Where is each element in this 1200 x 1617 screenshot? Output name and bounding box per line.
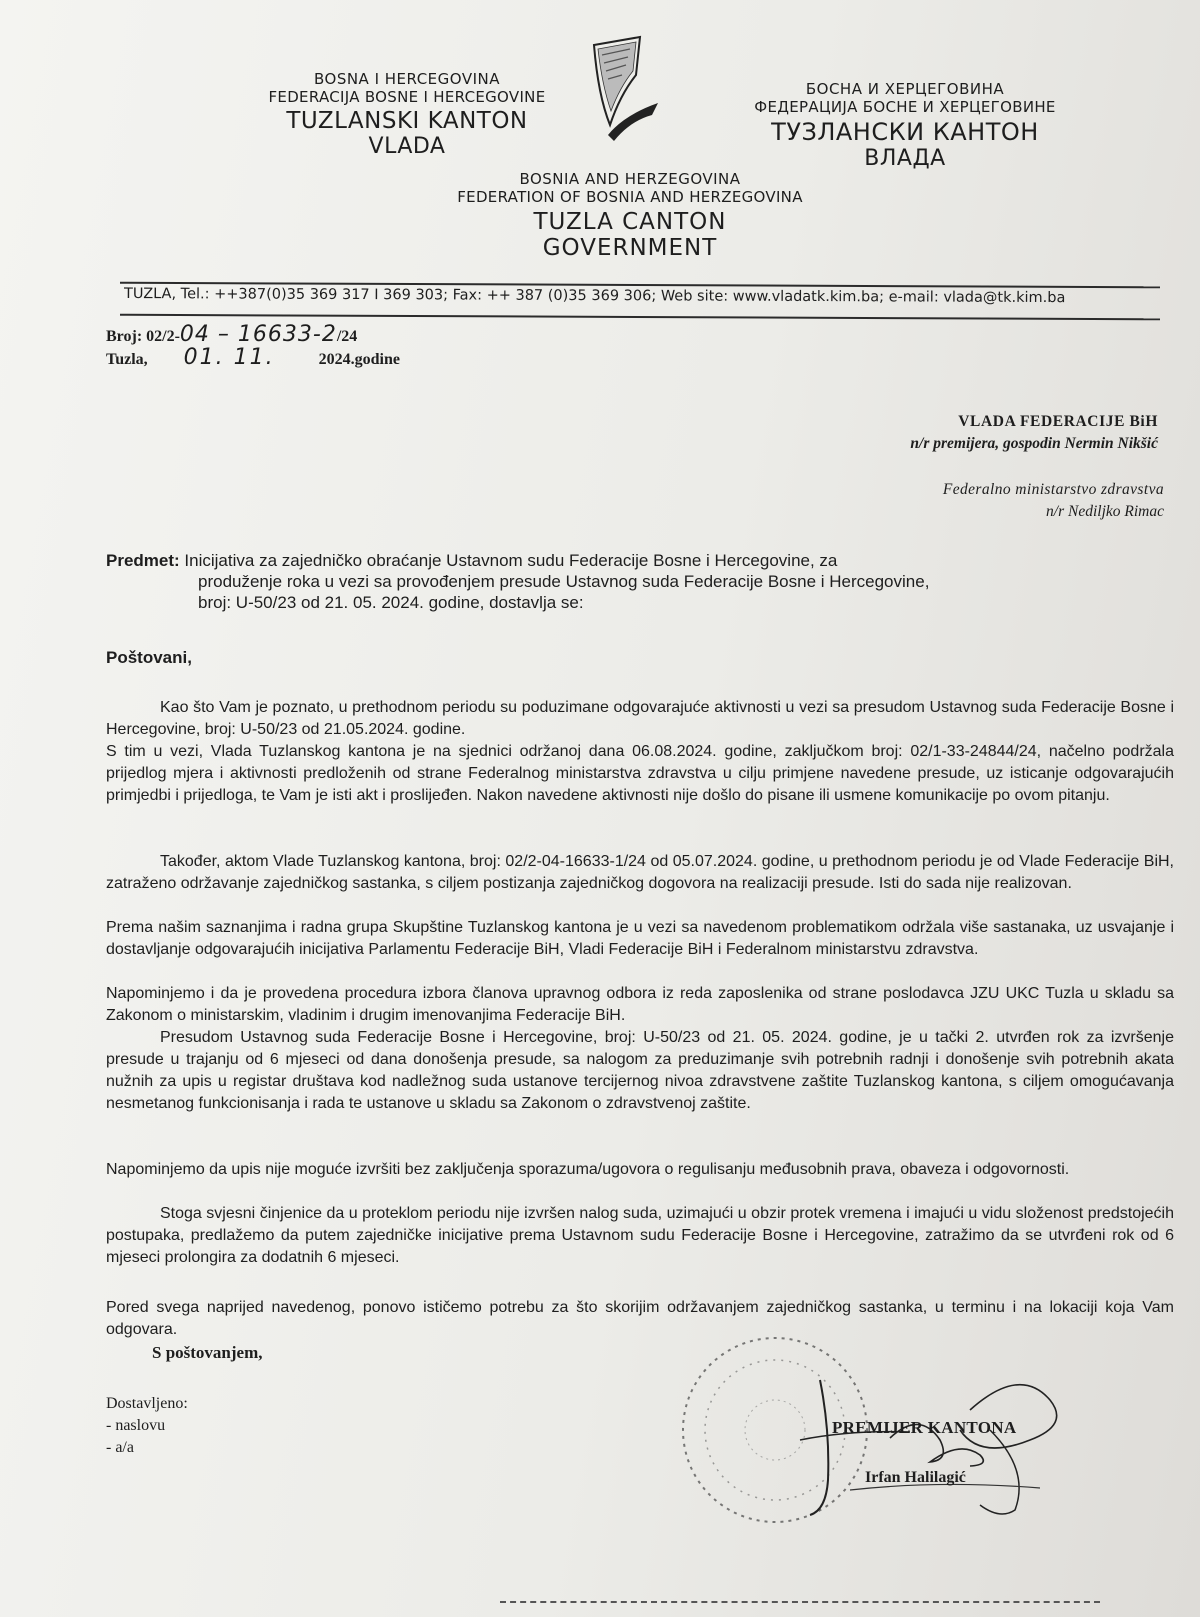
delivered-list <box>106 1393 188 1459</box>
paragraph-5: Napominjemo i da je provedena procedura izbora članova upravnog odbora iz reda zaposlenika od strane poslodavca JZU UKC Tuzla u skladu sa Zakonom o ministarskim, vladinim i drugim imenovanjima Federacije BiH. <box>106 985 1174 1024</box>
recipient-1 <box>910 413 1158 453</box>
reference-year: 2024.godine <box>318 351 400 368</box>
letterhead-left <box>262 70 552 159</box>
letterhead-right <box>740 80 1070 171</box>
recipient-1-line2: n/r premijera, gospodin Nermin Nikšić <box>910 435 1158 452</box>
letterhead-center-line1: BOSNIA AND HERZEGOVINA <box>519 170 741 188</box>
subject-line1: Inicijativa za zajedničko obraćanje Ustavnom sudu Federacije Bosne i Hercegovine, za <box>184 551 838 570</box>
paragraph-1: Kao što Vam je poznato, u prethodnom periodu su poduzimane odgovarajuće aktivnosti u vezi sa presudom Ustavnog suda Federacije Bosne i Hercegovine, broj: U-50/23 od 21.05.2024. godine. <box>106 699 1174 738</box>
contact-line: TUZLA, Tel.: ++387(0)35 369 317 I 369 303; Fax: ++ 387 (0)35 369 306; Web site: www.vladatk.kim.ba; e-mail: vlada@tk.kim.ba <box>123 286 1066 307</box>
delivered-item-1: - naslovu <box>106 1417 166 1434</box>
paragraph-9: Pored svega naprijed navedenog, ponovo ističemo potrebu za što skorijim održavanjem zajedničkog sastanka, u terminu i na lokaciji koja Vam odgovara. <box>106 1299 1174 1338</box>
greeting: Poštovani, <box>106 648 192 667</box>
letterhead-center <box>430 170 830 261</box>
reference-date <box>106 345 400 370</box>
recipient-2 <box>943 481 1164 521</box>
signatory-title: PREMIJER KANTONA <box>832 1418 1017 1437</box>
delivered-item-2: - a/a <box>106 1439 134 1456</box>
letterhead-center-line2: FEDERATION OF BOSNIA AND HERZEGOVINA <box>457 188 803 206</box>
paragraph-4: Prema našim saznanjima i radna grupa Skupštine Tuzlanskog kantona je u vezi sa navedenom problematikom održala više sastanaka, uz usvajanje i dostavljanje odgovarajućih inicijativa Parlamentu Federacije BiH, Vladi Federacije BiH i Federalnom ministarstvu zdravstva. <box>106 919 1174 958</box>
letterhead-left-line2: FEDERACIJA BOSNE I HERCEGOVINE <box>268 88 546 106</box>
reference-number-handwritten: 04 – 16633-2 <box>179 322 337 347</box>
paragraph-8: Stoga svjesni činjenice da u proteklom periodu nije izvršen nalog suda, uzimajući u obzir protek vremena i imajući u vidu složenost predstojećih postupaka, predlažemo da putem zajedničke inicijative prema Ustavnom sudu Federacije Bosne i Hercegovine, zatražimo da se utvrđeni rok od 6 mjeseci prolongira za dodatnih 6 mjeseci. <box>106 1205 1174 1266</box>
letterhead-left-line1: BOSNA I HERCEGOVINA <box>313 70 500 88</box>
subject-line2: produženje roka u vezi sa provođenjem presude Ustavnog suda Federacije Bosne i Hercegovine, <box>198 572 930 591</box>
delivered-label: Dostavljeno: <box>106 1395 188 1412</box>
letterhead-left-line4: VLADA <box>368 134 446 159</box>
letterhead-right-line4: ВЛАДА <box>864 146 946 171</box>
reference-number-label: Broj: 02/2- <box>106 328 180 345</box>
letterhead-center-line4: GOVERNMENT <box>542 235 718 261</box>
paragraph-2: S tim u vezi, Vlada Tuzlanskog kantona je na sjednici održanoj dana 06.08.2024. godine, zaključkom broj: 02/1-33-24844/24, načelno podržala prijedlog mjera i aktivnosti predloženih od strane Federalnog ministarstva zdravstva u cilju primjene navedene presude, uz isticanje odgovarajućih primjedbi i prijedloga, te Vam je isti akt i proslijeđen. Nakon navedene aktivnosti nije došlo do pisane ili usmene komunikacije po ovom pitanju. <box>106 743 1174 804</box>
header-rule-bottom <box>120 314 1160 321</box>
reference-number-suffix: /24 <box>336 328 358 345</box>
handwritten-signature-icon <box>790 1370 1090 1520</box>
signatory-name: Irfan Halilagić <box>865 1469 966 1486</box>
paragraph-6: Presudom Ustavnog suda Federacije Bosne i Hercegovine, broj: U-50/23 od 21. 05. 2024. godine, je u tački 2. utvrđen rok za izvršenje presude u trajanju od 6 mjeseci od dana donošenja presude, sa nalogom za preduzimanje svih potrebnih radnji i donošenje svih potrebnih akata nužnih za upis u registar društava kod nadležnog suda ustanove tercijernog nivoa zdravstvene zaštite Tuzlanskog kantona, s ciljem omogućavanja nesmetanog funkcionisanja i rada te ustanove u skladu sa Zakonom o zdravstvenoj zaštite. <box>106 1029 1174 1112</box>
letterhead-left-line3: TUZLANSKI KANTON <box>286 108 528 134</box>
reference-date-handwritten: 01. 11. <box>183 345 275 370</box>
subject-label: Predmet: <box>106 551 180 570</box>
paragraph-3: Također, aktom Vlade Tuzlanskog kantona, broj: 02/2-04-16633-1/24 od 05.07.2024. godine, u prethodnom periodu je od Vlade Federacije BiH, zatraženo održavanje zajedničkog sastanka, s ciljem postizanja zajedničkog dogovora na realizaciji presude. Isti do sada nije realizovan. <box>106 853 1174 892</box>
letterhead-right-line3: ТУЗЛАНСКИ КАНТОН <box>771 118 1039 146</box>
reference-number <box>106 322 357 347</box>
bottom-dotted-line <box>500 1601 1100 1603</box>
subject <box>106 550 1156 613</box>
paragraph-7: Napominjemo da upis nije moguće izvršiti bez zaključenja sporazuma/ugovora o regulisanju međusobnih prava, obaveza i odgovornosti. <box>106 1161 1070 1178</box>
recipient-1-line1: VLADA FEDERACIJE BiH <box>958 413 1158 430</box>
closing: S poštovanjem, <box>152 1343 263 1362</box>
tuzla-canton-emblem-icon <box>590 35 660 145</box>
recipient-2-line2: n/r Nediljko Rimac <box>1046 503 1164 520</box>
reference-place: Tuzla, <box>106 351 148 368</box>
letterhead-center-line3: TUZLA CANTON <box>533 209 727 235</box>
letterhead-right-line1: БОСНА И ХЕРЦЕГОВИНА <box>805 80 1005 98</box>
subject-line3: broj: U-50/23 od 21. 05. 2024. godine, dostavlja se: <box>198 593 584 612</box>
letterhead-right-line2: ФЕДЕРАЦИЈА БОСНЕ И ХЕРЦЕГОВИНЕ <box>754 98 1056 116</box>
recipient-2-line1: Federalno ministarstvo zdravstva <box>942 481 1164 498</box>
